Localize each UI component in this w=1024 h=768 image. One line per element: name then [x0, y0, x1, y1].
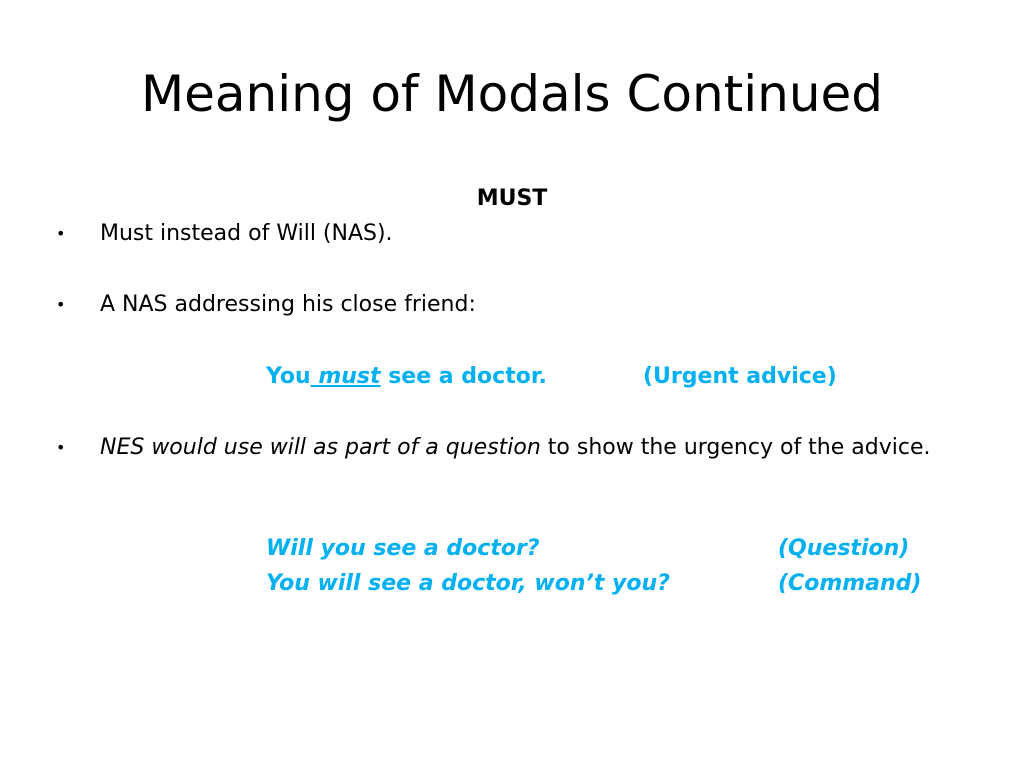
bullet-text: A NAS addressing his close friend:	[100, 292, 476, 317]
bullet-dot: •	[56, 438, 66, 457]
example-command: You will see a doctor, won’t you?	[266, 571, 670, 596]
example-command-note: (Command)	[778, 571, 922, 596]
bullet-text: Must instead of Will (NAS).	[100, 221, 393, 246]
example-question-note: (Question)	[778, 536, 910, 561]
bullet-dot: •	[56, 295, 66, 314]
bullet-text	[100, 433, 960, 463]
example-rest: see a doctor.	[380, 364, 547, 389]
example-question: Will you see a doctor?	[266, 536, 540, 561]
bullet-dot: •	[56, 224, 66, 243]
example-modal: must	[310, 364, 381, 389]
bullet-text-regular: to show the urgency of the advice.	[540, 435, 931, 460]
slide-title: Meaning of Modals Continued	[140, 65, 884, 123]
bullet-text-italic: NES would use will as part of a question	[100, 435, 541, 460]
example-lead: You	[266, 364, 311, 389]
example-urgent-advice	[266, 362, 547, 392]
section-heading: MUST	[476, 186, 548, 211]
example-urgent-advice-note: (Urgent advice)	[643, 364, 837, 389]
